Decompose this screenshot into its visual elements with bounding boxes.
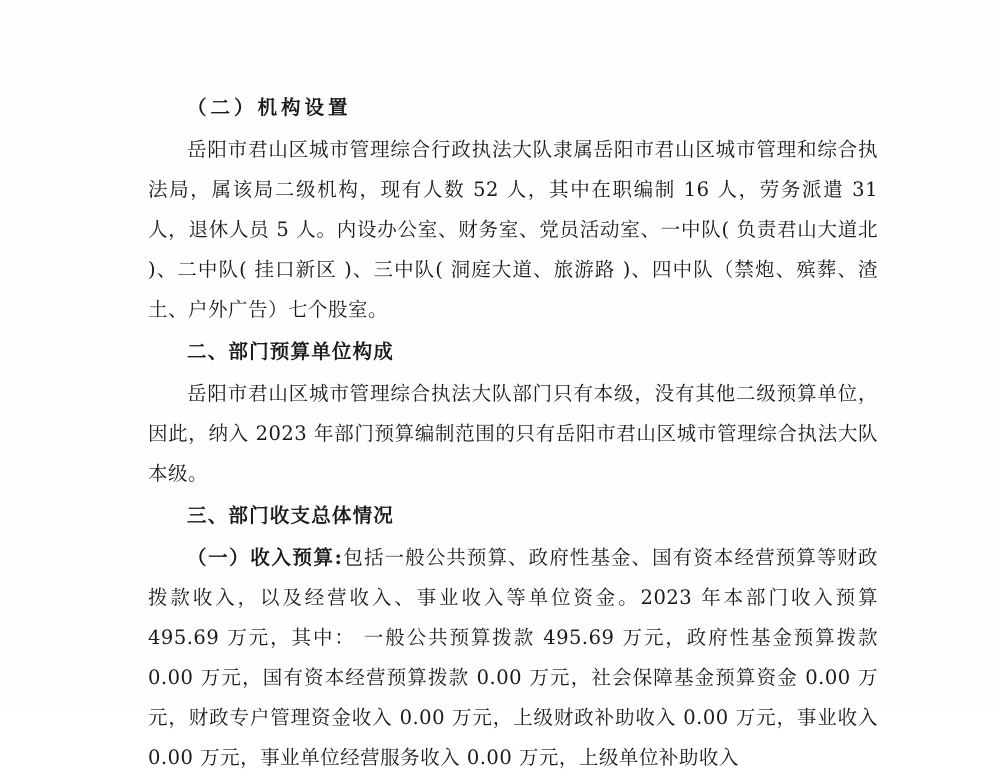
paragraph-revenue-budget-text: 包括一般公共预算、政府性基金、国有资本经营预算等财政拨款收入，以及经营收入、事业收入等单位资金。2023 年本部门收入预算 495.69 万元，其中： 一般公共预算拨款 495.69 万元，政府性基金预算拨款 0.00 万元，国有资本经营预算拨款 0.00 万元，社会保障基金预算资金 0.00 万元，财政专户管理资金收入 0.00 万元，上级财政补助收入 0.00 万元，事业收入 0.00 万元，事业单位经营服务收入 0.00 万元，上级单位补助收入	[148, 546, 878, 769]
paragraph-organization-setup: 岳阳市君山区城市管理综合行政执法大队隶属岳阳市君山区城市管理和综合执法局，属该局二级机构，现有人数 52 人，其中在职编制 16 人，劳务派遣 31 人，退休人员 5 人。内设办公室、财务室、党员活动室、一中队( 负责君山大道北 )、二中队( 挂口新区 )、三中队( 洞庭大道、旅游路 )、四中队（禁炮、殡葬、渣土、户外广告）七个股室。	[148, 138, 878, 321]
section-heading-budget-unit-composition: 二、部门预算单位构成	[187, 340, 395, 363]
section-heading-organization-setup: （二）机构设置	[187, 96, 352, 119]
paragraph-revenue-budget	[148, 538, 878, 778]
paragraph-revenue-budget-lead: （一）收入预算:	[187, 546, 343, 569]
document-body	[148, 88, 878, 778]
paragraph-budget-unit-composition: 岳阳市君山区城市管理综合执法大队部门只有本级，没有其他二级预算单位，因此，纳入 2023 年部门预算编制范围的只有岳阳市君山区城市管理综合执法大队本级。	[148, 382, 878, 485]
section-heading-revenue-expenditure-overview: 三、部门收支总体情况	[187, 504, 395, 527]
